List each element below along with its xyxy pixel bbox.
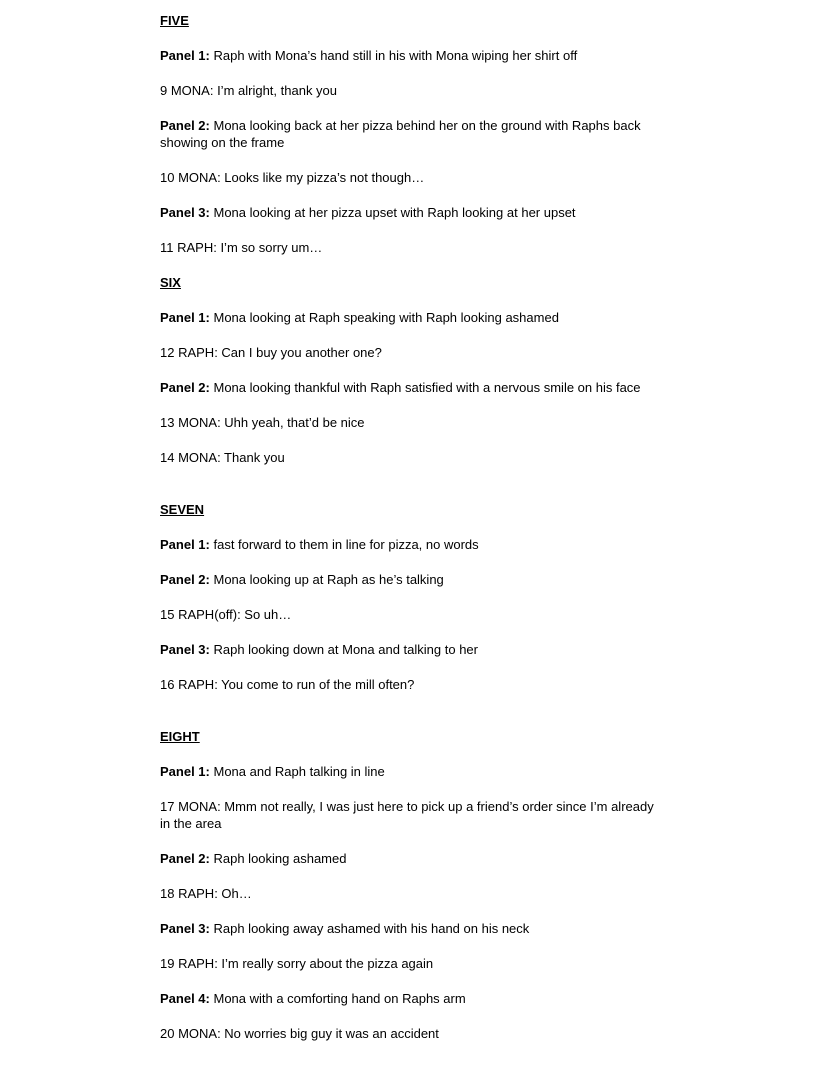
dialogue-line: 15 RAPH(off): So uh…	[160, 607, 292, 622]
panel-description	[160, 309, 660, 326]
dialogue-line: 16 RAPH: You come to run of the mill often?	[160, 677, 415, 692]
panel-text: fast forward to them in line for pizza, no words	[213, 537, 479, 552]
panel-text: Mona and Raph talking in line	[213, 764, 385, 779]
panel-label: Panel 3:	[160, 921, 210, 936]
panel-label: Panel 2:	[160, 851, 210, 866]
panel-label: Panel 2:	[160, 118, 210, 133]
panel-text: Mona looking thankful with Raph satisfied with a nervous smile on his face	[213, 380, 641, 395]
dialogue-line: 12 RAPH: Can I buy you another one?	[160, 345, 382, 360]
panel-text: Raph looking down at Mona and talking to her	[213, 642, 478, 657]
dialogue-line: 14 MONA: Thank you	[160, 450, 285, 465]
panel-description	[160, 117, 660, 151]
panel-text: Mona looking at Raph speaking with Raph looking ashamed	[213, 310, 559, 325]
panel-label: Panel 3:	[160, 642, 210, 657]
panel-description	[160, 850, 660, 867]
dialogue-line: 20 MONA: No worries big guy it was an accident	[160, 1026, 439, 1041]
dialogue-line: 9 MONA: I’m alright, thank you	[160, 83, 338, 98]
panel-text: Raph with Mona’s hand still in his with Mona wiping her shirt off	[213, 48, 578, 63]
panel-label: Panel 1:	[160, 48, 210, 63]
panel-text: Mona looking at her pizza upset with Raph looking at her upset	[213, 205, 576, 220]
panel-label: Panel 2:	[160, 380, 210, 395]
dialogue-line: 17 MONA: Mmm not really, I was just here to pick up a friend’s order since I’m already in the area	[160, 799, 654, 831]
panel-text: Raph looking away ashamed with his hand on his neck	[213, 921, 530, 936]
dialogue-line: 19 RAPH: I’m really sorry about the pizza again	[160, 956, 434, 971]
panel-label: Panel 2:	[160, 572, 210, 587]
section-heading-eight: EIGHT	[160, 729, 200, 744]
panel-text: Raph looking ashamed	[213, 851, 347, 866]
section-heading-seven: SEVEN	[160, 502, 205, 517]
panel-text: Mona looking back at her pizza behind her on the ground with Raphs back showing on the frame	[160, 118, 641, 150]
panel-description	[160, 379, 660, 396]
panel-text: Mona looking up at Raph as he’s talking	[213, 572, 444, 587]
section-heading-five: FIVE	[160, 13, 189, 28]
panel-label: Panel 4:	[160, 991, 210, 1006]
dialogue-line: 11 RAPH: I’m so sorry um…	[160, 240, 323, 255]
panel-description	[160, 571, 660, 588]
script-page	[160, 12, 660, 1042]
panel-description	[160, 990, 660, 1007]
panel-label: Panel 3:	[160, 205, 210, 220]
panel-label: Panel 1:	[160, 310, 210, 325]
panel-description	[160, 763, 660, 780]
panel-description	[160, 536, 660, 553]
panel-description	[160, 204, 660, 221]
panel-label: Panel 1:	[160, 537, 210, 552]
panel-description	[160, 47, 660, 64]
panel-description	[160, 920, 660, 937]
panel-description	[160, 641, 660, 658]
panel-text: Mona with a comforting hand on Raphs arm	[213, 991, 466, 1006]
dialogue-line: 13 MONA: Uhh yeah, that’d be nice	[160, 415, 365, 430]
dialogue-line: 18 RAPH: Oh…	[160, 886, 252, 901]
panel-label: Panel 1:	[160, 764, 210, 779]
dialogue-line: 10 MONA: Looks like my pizza’s not though…	[160, 170, 425, 185]
section-heading-six: SIX	[160, 275, 181, 290]
